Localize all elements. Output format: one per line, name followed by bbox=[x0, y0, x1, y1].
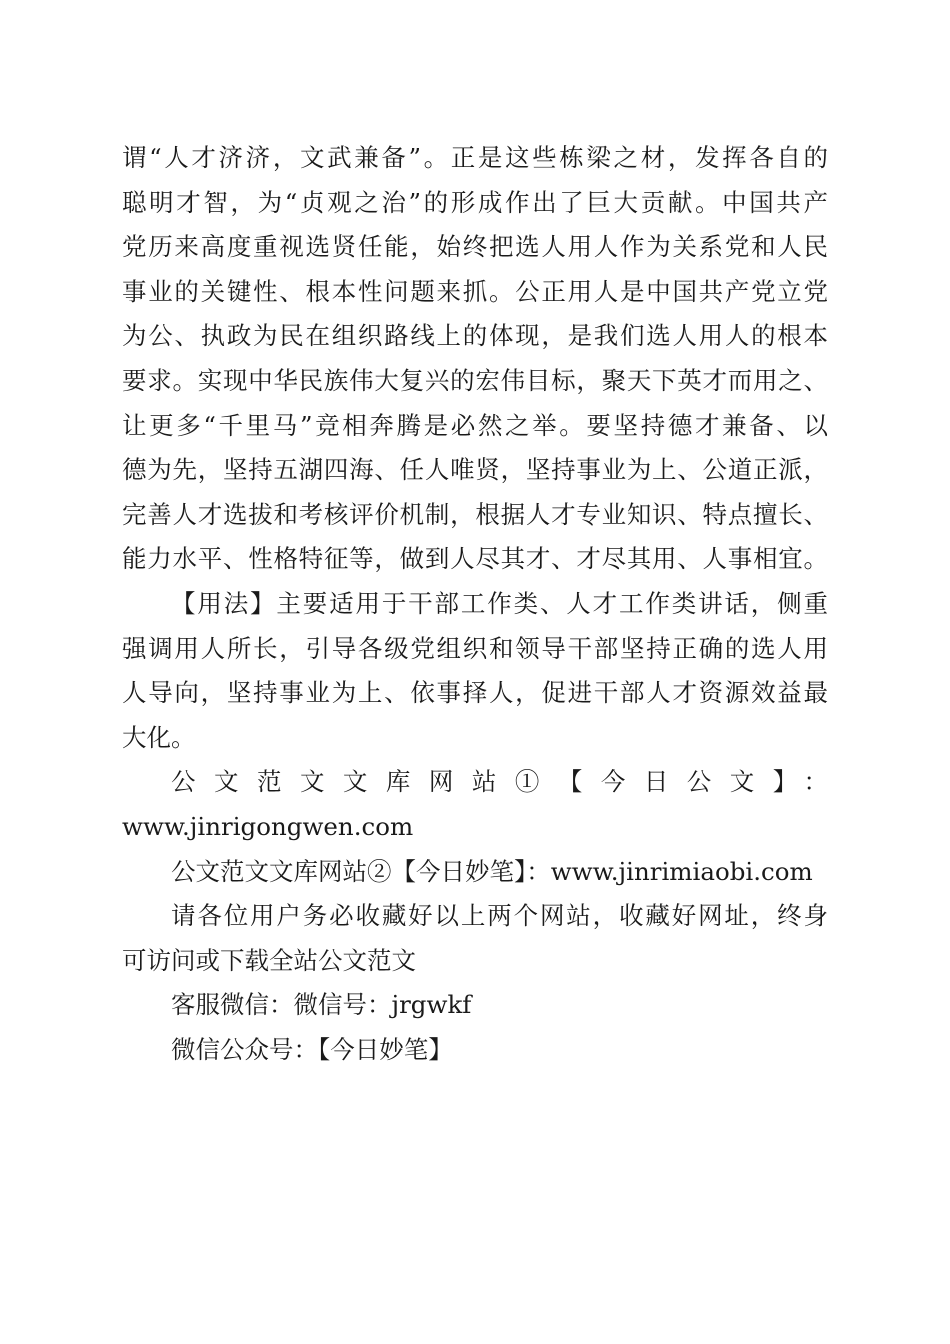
body-line: 德为先，坚持五湖四海、任人唯贤，坚持事业为上、公道正派， bbox=[122, 455, 828, 485]
notice-line: 请各位用户务必收藏好以上两个网站，收藏好网址，终身 bbox=[171, 901, 828, 931]
body-line: 事业的关键性、根本性问题来抓。公正用人是中国共产党立党 bbox=[122, 276, 828, 306]
customer-service-wechat: 客服微信：微信号：jrgwkf bbox=[171, 990, 472, 1020]
document-page bbox=[122, 136, 828, 1072]
body-line: 谓“人才济济，文武兼备”。正是这些栋梁之材，发挥各自的 bbox=[122, 143, 828, 172]
usage-line: 人导向，坚持事业为上、依事择人，促进干部人才资源效益最 bbox=[122, 678, 828, 708]
wechat-official-account: 微信公众号：【今日妙笔】 bbox=[171, 1034, 453, 1064]
usage-line: 大化。 bbox=[122, 722, 196, 752]
notice-line: 可访问或下载全站公文范文 bbox=[122, 945, 416, 975]
body-line: 党历来高度重视选贤任能，始终把选人用人作为关系党和人民 bbox=[122, 232, 828, 262]
body-line: 为公、执政为民在组织路线上的体现，是我们选人用人的根本 bbox=[122, 321, 828, 351]
body-line: 聪明才智，为“贞观之治”的形成作出了巨大贡献。中国共产 bbox=[122, 187, 828, 217]
site-one-url[interactable]: www.jinrigongwen.com bbox=[122, 811, 414, 841]
site-two-line[interactable]: 公文范文文库网站②【今日妙笔】：www.jinrimiaobi.com bbox=[171, 856, 813, 886]
site-one-label: 公文范文文库网站①【今日公文】： bbox=[171, 767, 828, 797]
usage-line: 【用法】主要适用于干部工作类、人才工作类讲话，侧重 bbox=[171, 588, 828, 618]
body-line: 让更多“千里马”竞相奔腾是必然之举。要坚持德才兼备、以 bbox=[122, 410, 828, 440]
body-line: 能力水平、性格特征等，做到人尽其才、才尽其用、人事相宜。 bbox=[122, 544, 828, 574]
body-line: 完善人才选拔和考核评价机制，根据人才专业知识、特点擅长、 bbox=[122, 499, 828, 529]
body-line: 要求。实现中华民族伟大复兴的宏伟目标，聚天下英才而用之、 bbox=[122, 365, 828, 395]
usage-line: 强调用人所长，引导各级党组织和领导干部坚持正确的选人用 bbox=[122, 633, 828, 663]
